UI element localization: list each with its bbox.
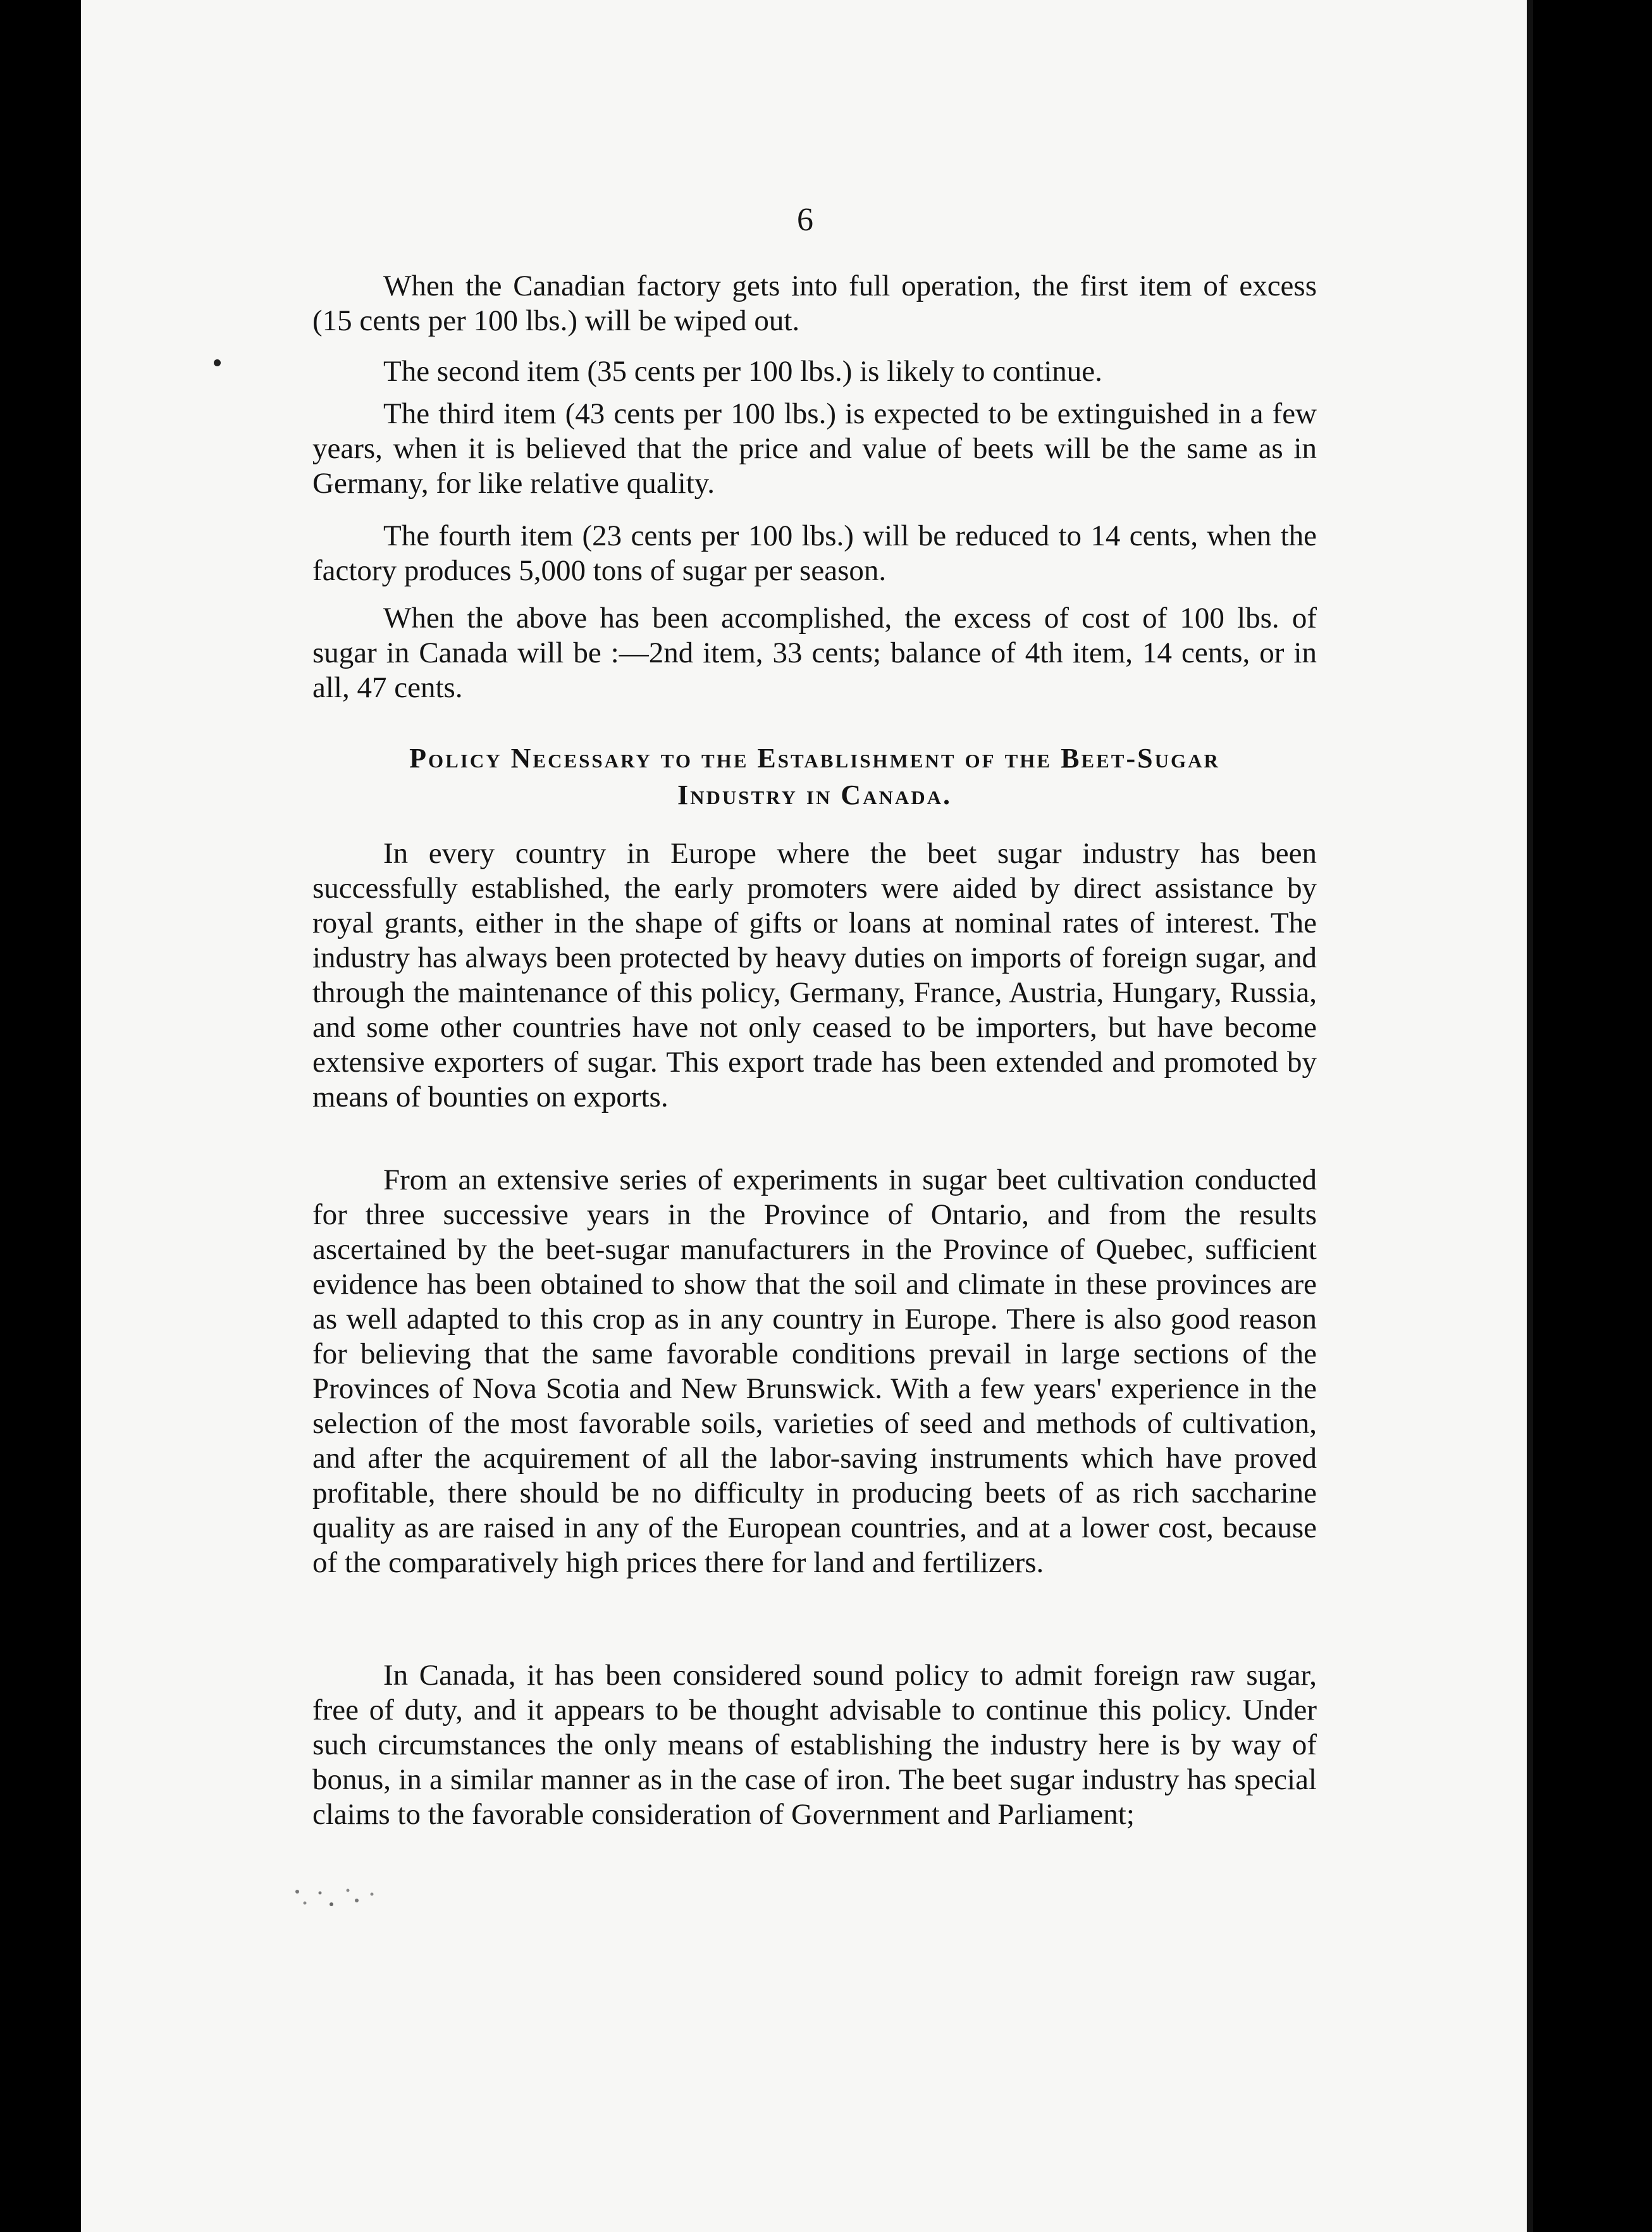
page-edge-shadow xyxy=(1527,0,1533,2232)
paragraph-4: The fourth item (23 cents per 100 lbs.) will be reduced to 14 cents, when the factory produces 5,000 tons of sugar per season. xyxy=(312,519,1317,587)
section-paragraph-3: In Canada, it has been considered sound policy to admit foreign raw sugar, free of duty, and it appears to be thought advisable to continue this policy. Under such circumstances the only means of establishing the industry here is by way of bonus, in a similar manner as in the case of iron. The beet sugar industry has special claims to the favorable consideration of Government and Parliament; xyxy=(312,1659,1317,1831)
paragraph-1: When the Canadian factory gets into full operation, the first item of excess (15 cents per 100 lbs.) will be wiped out. xyxy=(312,270,1317,337)
paragraph-5: When the above has been accomplished, the excess of cost of 100 lbs. of sugar in Canada will be :—2nd item, 33 cents; balance of 4th item, 14 cents, or in all, 47 cents. xyxy=(312,602,1317,704)
section-heading-line-1: Policy Necessary to the Establishment of the Beet-Sugar xyxy=(409,743,1220,774)
section-paragraph-2: From an extensive series of experiments in sugar beet cultivation conducted for three successive years in the Province of Ontario, and from the results ascertained by the beet-sugar manufacturers in the Province of Quebec, sufficient evidence has been obtained to show that the soil and climate in these provinces are as well adapted to this crop as in any country in Europe. There is also good reason for believing that the same favorable conditions prevail in large sections of the Provinces of Nova Scotia and New Brunswick. With a few years' experience in the selection of the most favorable soils, varieties of seed and methods of cultivation, and after the acquirement of all the labor-saving instruments which have proved profitable, there should be no difficulty in producing beets of as rich saccharine quality as are raised in any of the European countries, and at a lower cost, because of the comparatively high prices there for land and fertilizers. xyxy=(312,1163,1317,1579)
section-heading-line-2: Industry in Canada. xyxy=(677,779,952,810)
margin-mark xyxy=(214,359,221,366)
paragraph-2: The second item (35 cents per 100 lbs.) is likely to continue. xyxy=(383,355,1102,388)
scan-specks-decoration xyxy=(292,1885,381,1911)
page-number: 6 xyxy=(797,202,813,238)
section-paragraph-1: In every country in Europe where the beet sugar industry has been successfully established, the early promoters were aided by direct assistance by royal grants, either in the shape of gifts or loans at nominal rates of interest. The industry has always been protected by heavy duties on imports of foreign sugar, and through the maintenance of this policy, Germany, France, Austria, Hungary, Russia, and some other countries have not only ceased to be importers, but have become extensive exporters of sugar. This export trade has been extended and promoted by means of bounties on exports. xyxy=(312,837,1317,1113)
paragraph-3: The third item (43 cents per 100 lbs.) is expected to be extinguished in a few years, when it is believed that the price and value of beets will be the same as in Germany, for like relative quality. xyxy=(312,397,1317,500)
section-heading xyxy=(312,740,1317,814)
